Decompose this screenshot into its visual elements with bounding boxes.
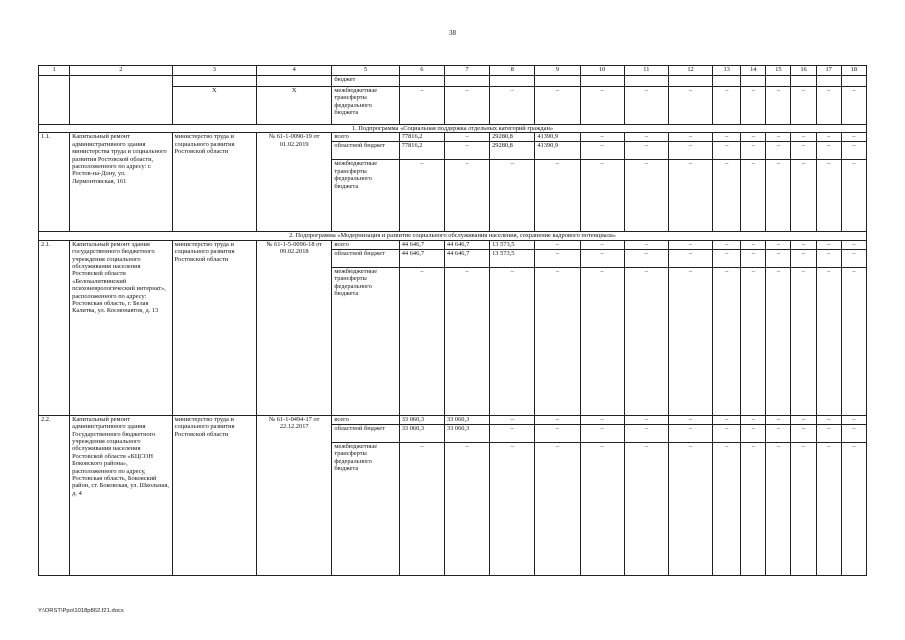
empty-cell: [39, 76, 70, 87]
value-cell: –: [791, 160, 816, 232]
document-cell: № 61-1-0090-19 от 01.02.2019: [257, 133, 332, 232]
empty-cell: [816, 76, 841, 87]
column-header-5: 5: [332, 66, 399, 76]
value-cell: –: [490, 442, 535, 575]
funding-source-label: областной бюджет: [332, 424, 399, 442]
value-cell: –: [444, 160, 489, 232]
value-cell: –: [816, 142, 841, 160]
column-header-12: 12: [668, 66, 712, 76]
value-cell: –: [713, 160, 741, 232]
value-cell: –: [624, 249, 668, 267]
empty-cell: [444, 76, 489, 87]
financing-table: [38, 65, 867, 576]
value-cell: –: [580, 249, 624, 267]
measure-name: Капитальный ремонт здания государственного бюджетного учреждения социального обслуживания населения Ростовской области «Белокалитвинский психоневрологический интернат», расположенного по адресу: Ростовская область, г. Белая Калитва, ул. Космонавтов, д. 13: [70, 240, 172, 415]
value-cell: –: [713, 133, 741, 142]
value-cell: –: [816, 442, 841, 575]
value-cell: –: [741, 160, 766, 232]
continued-transfers-row: [39, 87, 867, 125]
column-header-16: 16: [791, 66, 816, 76]
measure-row: [39, 133, 867, 142]
value-cell: –: [580, 160, 624, 232]
value-cell: –: [713, 415, 741, 424]
value-cell: –: [741, 442, 766, 575]
value-cell: –: [668, 87, 712, 125]
value-cell: –: [816, 267, 841, 415]
column-header-3: 3: [172, 66, 256, 76]
value-cell: –: [791, 249, 816, 267]
value-cell: –: [624, 142, 668, 160]
value-cell: 33 060,3: [399, 424, 444, 442]
value-cell: –: [580, 87, 624, 125]
value-cell: –: [668, 133, 712, 142]
value-cell: 77816,2: [399, 142, 444, 160]
value-cell: –: [444, 133, 489, 142]
column-header-4: 4: [257, 66, 332, 76]
value-cell: –: [766, 87, 791, 125]
empty-cell: [791, 76, 816, 87]
empty-cell: [399, 76, 444, 87]
funding-source-label: межбюджетные трансферты федерального бюджета: [332, 442, 399, 575]
value-cell: –: [841, 142, 866, 160]
value-cell: –: [580, 240, 624, 249]
value-cell: –: [841, 87, 866, 125]
value-cell: –: [624, 267, 668, 415]
page-number: 38: [449, 29, 456, 37]
empty-cell: [841, 76, 866, 87]
column-header-10: 10: [580, 66, 624, 76]
value-cell: –: [399, 442, 444, 575]
value-cell: –: [741, 133, 766, 142]
subprogram-heading-row: [39, 232, 867, 240]
measure-name: Капитальный ремонт административного здания Государственного бюджетного учреждения социального обслуживания населения Ростовской области «КЦСОН Боковского района», расположенного по адресу, Ростовская область, Боковский район, ст. Боковская, ул. Школьная, д. 4: [70, 415, 172, 575]
empty-cell: [535, 76, 580, 87]
value-cell: –: [580, 267, 624, 415]
value-cell: –: [741, 415, 766, 424]
value-cell: 33 060,3: [399, 415, 444, 424]
value-cell: –: [841, 424, 866, 442]
value-cell: –: [668, 160, 712, 232]
column-header-18: 18: [841, 66, 866, 76]
value-cell: 29280,8: [490, 133, 535, 142]
value-cell: –: [713, 240, 741, 249]
value-cell: 44 646,7: [444, 240, 489, 249]
value-cell: –: [444, 442, 489, 575]
value-cell: –: [741, 87, 766, 125]
column-header-9: 9: [535, 66, 580, 76]
funding-source-label: областной бюджет: [332, 142, 399, 160]
value-cell: –: [713, 249, 741, 267]
value-cell: –: [713, 442, 741, 575]
empty-cell: [580, 76, 624, 87]
measure-number: 2.2.: [39, 415, 70, 575]
value-cell: –: [535, 424, 580, 442]
value-cell: –: [791, 267, 816, 415]
value-cell: –: [841, 240, 866, 249]
value-cell: –: [713, 142, 741, 160]
value-cell: –: [816, 424, 841, 442]
value-cell: –: [713, 267, 741, 415]
funding-source-label: всего: [332, 133, 399, 142]
value-cell: –: [766, 142, 791, 160]
empty-cell: [766, 76, 791, 87]
value-cell: 44 646,7: [444, 249, 489, 267]
value-cell: –: [668, 442, 712, 575]
value-cell: –: [766, 240, 791, 249]
column-header-17: 17: [816, 66, 841, 76]
empty-cell: [257, 76, 332, 87]
funding-source-label: бюджет: [332, 76, 399, 87]
value-cell: –: [841, 133, 866, 142]
value-cell: –: [444, 87, 489, 125]
value-cell: –: [535, 160, 580, 232]
value-cell: –: [668, 415, 712, 424]
value-cell: –: [741, 142, 766, 160]
value-cell: –: [444, 267, 489, 415]
value-cell: –: [490, 267, 535, 415]
value-cell: –: [580, 424, 624, 442]
subprogram-title: 1. Подпрограмма «Социальная поддержка отдельных категорий граждан»: [39, 125, 867, 133]
value-cell: –: [668, 424, 712, 442]
value-cell: –: [816, 415, 841, 424]
value-cell: –: [713, 424, 741, 442]
value-cell: –: [841, 160, 866, 232]
funding-source-label: межбюджетные трансферты федерального бюджета: [332, 160, 399, 232]
value-cell: –: [535, 87, 580, 125]
column-header-11: 11: [624, 66, 668, 76]
value-cell: –: [791, 415, 816, 424]
value-cell: –: [741, 267, 766, 415]
value-cell: –: [816, 160, 841, 232]
value-cell: 44 646,7: [399, 249, 444, 267]
value-cell: –: [816, 133, 841, 142]
empty-cell: [741, 76, 766, 87]
value-cell: –: [580, 142, 624, 160]
executor-cell: министерство труда и социального развития Ростовской области: [172, 415, 256, 575]
empty-cell: [624, 76, 668, 87]
value-cell: –: [535, 249, 580, 267]
value-cell: –: [490, 424, 535, 442]
value-cell: –: [766, 249, 791, 267]
funding-source-label: всего: [332, 415, 399, 424]
value-cell: –: [841, 415, 866, 424]
funding-source-label: межбюджетные трансферты федерального бюджета: [332, 267, 399, 415]
document-cell: № 61-1-5-0096-18 от 09.02.2018: [257, 240, 332, 415]
value-cell: –: [841, 267, 866, 415]
value-cell: –: [490, 160, 535, 232]
column-header-2: 2: [70, 66, 172, 76]
funding-source-label: всего: [332, 240, 399, 249]
value-cell: –: [624, 424, 668, 442]
value-cell: –: [816, 240, 841, 249]
value-cell: –: [668, 249, 712, 267]
executor-cell: министерство труда и социального развития Ростовской области: [172, 133, 256, 232]
value-cell: –: [399, 267, 444, 415]
file-path-footer: Y:\ORST\Ppo\1018p862.f21.docx: [38, 608, 124, 614]
funding-source-label: межбюджетные трансферты федерального бюджета: [332, 87, 399, 125]
value-cell: –: [766, 415, 791, 424]
value-cell: –: [741, 424, 766, 442]
value-cell: 77816,2: [399, 133, 444, 142]
column-header-1: 1: [39, 66, 70, 76]
funding-source-label: областной бюджет: [332, 249, 399, 267]
value-cell: –: [766, 133, 791, 142]
value-cell: –: [791, 240, 816, 249]
executor-cell: Х: [172, 87, 256, 125]
value-cell: –: [791, 87, 816, 125]
value-cell: –: [624, 87, 668, 125]
value-cell: –: [766, 442, 791, 575]
value-cell: –: [668, 267, 712, 415]
value-cell: –: [535, 267, 580, 415]
column-number-row: [39, 66, 867, 76]
value-cell: –: [580, 133, 624, 142]
value-cell: –: [791, 424, 816, 442]
executor-cell: министерство труда и социального развития Ростовской области: [172, 240, 256, 415]
value-cell: –: [841, 249, 866, 267]
value-cell: –: [668, 240, 712, 249]
value-cell: –: [841, 442, 866, 575]
column-header-13: 13: [713, 66, 741, 76]
value-cell: –: [580, 442, 624, 575]
value-cell: –: [624, 415, 668, 424]
value-cell: 13 573,5: [490, 249, 535, 267]
value-cell: –: [741, 240, 766, 249]
value-cell: –: [713, 87, 741, 125]
value-cell: –: [766, 424, 791, 442]
document-cell: Х: [257, 87, 332, 125]
empty-cell: [39, 87, 70, 125]
value-cell: 41390,9: [535, 142, 580, 160]
empty-cell: [70, 87, 172, 125]
continued-budget-row: [39, 76, 867, 87]
empty-cell: [490, 76, 535, 87]
column-header-6: 6: [399, 66, 444, 76]
subprogram-title: 2. Подпрограмма «Модернизация и развитие социального обслуживания населения, сохранение кадрового потенциала»: [39, 232, 867, 240]
empty-cell: [668, 76, 712, 87]
value-cell: –: [535, 240, 580, 249]
value-cell: –: [624, 160, 668, 232]
empty-cell: [70, 76, 172, 87]
value-cell: –: [624, 442, 668, 575]
value-cell: –: [444, 142, 489, 160]
column-header-8: 8: [490, 66, 535, 76]
value-cell: –: [535, 415, 580, 424]
value-cell: –: [791, 142, 816, 160]
measure-number: 2.1.: [39, 240, 70, 415]
value-cell: 33 060,3: [444, 415, 489, 424]
measure-name: Капитальный ремонт административного здания министерства труда и социального развития Ростовской области, расположенного по адресу: г. Ростов-на-Дону, ул. Лермонтовская, 161: [70, 133, 172, 232]
value-cell: 44 646,7: [399, 240, 444, 249]
value-cell: 13 573,5: [490, 240, 535, 249]
value-cell: –: [399, 160, 444, 232]
measure-row: [39, 415, 867, 424]
value-cell: –: [766, 160, 791, 232]
empty-cell: [713, 76, 741, 87]
value-cell: –: [580, 415, 624, 424]
subprogram-heading-row: [39, 125, 867, 133]
measure-row: [39, 240, 867, 249]
column-header-14: 14: [741, 66, 766, 76]
column-header-15: 15: [766, 66, 791, 76]
value-cell: –: [624, 240, 668, 249]
value-cell: –: [624, 133, 668, 142]
document-cell: № 61-1-0494-17 от 22.12.2017: [257, 415, 332, 575]
value-cell: –: [816, 249, 841, 267]
value-cell: 33 060,3: [444, 424, 489, 442]
value-cell: –: [741, 249, 766, 267]
empty-cell: [172, 76, 256, 87]
column-header-7: 7: [444, 66, 489, 76]
value-cell: –: [766, 267, 791, 415]
value-cell: –: [535, 442, 580, 575]
measure-number: 1.1.: [39, 133, 70, 232]
value-cell: –: [490, 415, 535, 424]
value-cell: 41390,9: [535, 133, 580, 142]
value-cell: –: [816, 87, 841, 125]
value-cell: –: [668, 142, 712, 160]
value-cell: –: [791, 442, 816, 575]
value-cell: 29280,8: [490, 142, 535, 160]
value-cell: –: [791, 133, 816, 142]
value-cell: –: [490, 87, 535, 125]
value-cell: –: [399, 87, 444, 125]
